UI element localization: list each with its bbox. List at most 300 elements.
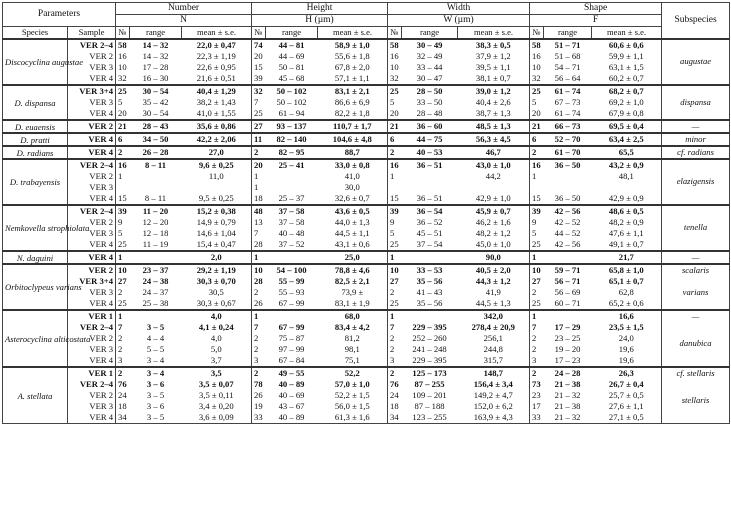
cell-n: 2 [118, 286, 123, 297]
cell-mean: 3,4 ± 0,20 [182, 401, 252, 412]
cell-mean: 27,0 [182, 146, 252, 159]
cell-range: 3 – 6 [146, 378, 165, 389]
cell-range: 56 – 64 [554, 72, 581, 83]
cell-n: 1 [532, 170, 537, 181]
shape-symbol: F [530, 15, 662, 27]
col-no-header: № [252, 27, 266, 40]
cell-mean: 19,6 [592, 344, 662, 355]
cell-range [544, 310, 592, 322]
cell-range: 61 – 74 [544, 85, 592, 97]
cell-n: 20 [118, 107, 127, 118]
cell-n: 6 [388, 133, 402, 146]
cell-n: 2 [532, 286, 537, 297]
cell-mean: 21,7 [592, 251, 662, 264]
cell-n: 2 [252, 146, 266, 159]
cell-mean: 163,9 ± 4,3 [458, 412, 530, 424]
cell-n: 48 [252, 205, 266, 217]
cell-range: 87 – 188 [414, 400, 445, 411]
cell-range: 8 – 11 [130, 159, 182, 171]
number-header: Number [116, 3, 252, 15]
cell-range: 17 – 28 [142, 61, 169, 72]
cell-range: 45 – 51 [416, 227, 443, 238]
cell-mean: 58,9 ± 1,0 [318, 39, 388, 51]
col-range-header: range [402, 27, 458, 40]
cell-mean: 45,0 ± 1,0 [458, 239, 530, 251]
cell-n: 18 [118, 400, 127, 411]
cell-range: 24 – 37 [142, 286, 169, 297]
cell-mean: 83,4 ± 4,2 [318, 322, 388, 333]
species-group [3, 367, 730, 424]
sample-name: VER 2 [68, 51, 116, 62]
cell-range: 24 – 38 [142, 275, 169, 286]
cell-n: 25 [116, 85, 130, 97]
cell-n: 2 [118, 332, 123, 343]
cell-mean: 39,5 ± 1,1 [458, 62, 530, 73]
cell-range: 40 – 89 [266, 412, 318, 424]
cell-mean: 61,3 ± 1,6 [318, 412, 388, 424]
shape-header: Shape [530, 3, 662, 15]
cell-mean: 156,4 ± 3,4 [458, 379, 530, 390]
cell-range: 229 – 395 [412, 354, 447, 365]
cell-mean: 315,7 [458, 355, 530, 367]
cell-range: 14 – 32 [142, 50, 169, 61]
subspecies-name: augustae [662, 39, 730, 85]
cell-mean: 3,5 ± 0,07 [182, 379, 252, 390]
cell-n: 1 [388, 310, 402, 322]
table-row [3, 390, 730, 401]
data-table-container [2, 2, 729, 528]
cell-mean: 55,6 ± 1,8 [318, 51, 388, 62]
cell-mean: 67,8 ± 2,0 [318, 62, 388, 73]
cell-range: 36 – 60 [402, 120, 458, 133]
sample-name: VER 3 [68, 228, 116, 239]
cell-mean [458, 182, 530, 193]
table-row [3, 298, 730, 310]
cell-n: 2 [390, 332, 395, 343]
cell-range: 60 – 71 [554, 297, 581, 308]
cell-mean: 152,0 ± 6,2 [458, 401, 530, 412]
cell-n: 21 [530, 120, 544, 133]
cell-range: 36 – 50 [544, 159, 592, 171]
cell-mean: 63,4 ± 2,5 [592, 133, 662, 146]
cell-n: 25 [388, 85, 402, 97]
cell-range: 11 – 20 [130, 205, 182, 217]
cell-mean: 3,5 [182, 367, 252, 379]
cell-n: 39 [530, 205, 544, 217]
sample-name: VER 2–4 [68, 205, 116, 217]
cell-n: 9 [390, 216, 395, 227]
cell-n: 1 [390, 170, 395, 181]
cell-range: 35 – 56 [416, 297, 443, 308]
cell-n: 3 [254, 354, 259, 365]
cell-range [544, 171, 592, 182]
cell-n: 16 [388, 159, 402, 171]
species-name: Discocyclina augustae [3, 39, 68, 85]
species-name: Nemkovella strophiolata [3, 205, 68, 251]
cell-range: 44 – 81 [266, 39, 318, 51]
cell-n: 2 [390, 286, 395, 297]
cell-range: 36 – 54 [402, 205, 458, 217]
col-mean-header: mean ± s.e. [182, 27, 252, 40]
cell-mean: 3,5 ± 0,11 [182, 390, 252, 401]
table-row [3, 51, 730, 62]
cell-range: 123 – 255 [402, 412, 458, 424]
table-row [3, 193, 730, 205]
subspecies-name: — [662, 310, 730, 322]
cell-range: 40 – 48 [278, 227, 305, 238]
cell-range [130, 251, 182, 264]
cell-n: 27 [532, 275, 541, 286]
cell-range: 3 – 4 [130, 367, 182, 379]
cell-mean: 2,0 [182, 251, 252, 264]
sample-name: VER 2–4 [68, 379, 116, 390]
cell-n: 15 [254, 61, 263, 72]
cell-range: 44 – 75 [402, 133, 458, 146]
cell-mean: 43,2 ± 0,9 [592, 159, 662, 171]
table-row [3, 182, 730, 193]
cell-range: 252 – 260 [412, 332, 447, 343]
cell-range: 28 – 48 [416, 107, 443, 118]
cell-n: 28 [254, 238, 263, 249]
cell-range [266, 310, 318, 322]
table-row [3, 412, 730, 424]
cell-range: 37 – 54 [416, 238, 443, 249]
cell-mean: 41,0 ± 1,55 [182, 108, 252, 120]
cell-n: 27 [118, 275, 127, 286]
cell-mean: 37,9 ± 1,2 [458, 51, 530, 62]
cell-mean: 48,2 ± 1,2 [458, 228, 530, 239]
cell-n [388, 182, 402, 193]
table-row [3, 62, 730, 73]
cell-range: 21 – 38 [554, 378, 581, 389]
cell-n: 10 [252, 264, 266, 276]
cell-mean: 83,1 ± 2,1 [318, 85, 388, 97]
cell-mean: 65,1 ± 0,7 [592, 276, 662, 287]
cell-range: 12 – 18 [142, 227, 169, 238]
cell-mean: 45,9 ± 0,7 [458, 205, 530, 217]
sample-name: VER 2 [68, 264, 116, 276]
cell-mean: 11,0 [182, 171, 252, 182]
cell-range: 19 – 20 [554, 343, 581, 354]
cell-n: 19 [254, 400, 263, 411]
cell-n: 25 [532, 238, 541, 249]
cell-n: 10 [388, 264, 402, 276]
cell-range: 41 – 43 [416, 286, 443, 297]
subspecies-name: tenella [662, 205, 730, 251]
cell-range: 25 – 41 [266, 159, 318, 171]
cell-mean: 30,3 ± 0,67 [182, 298, 252, 310]
col-range-header: range [544, 27, 592, 40]
cell-range: 59 – 71 [544, 264, 592, 276]
cell-mean: 43,6 ± 0,5 [318, 205, 388, 217]
cell-mean: 30,3 ± 0,70 [182, 276, 252, 287]
sample-name: VER 4 [68, 146, 116, 159]
cell-n: 7 [390, 321, 395, 332]
cell-n: 5 [390, 96, 395, 107]
cell-range: 33 – 53 [402, 264, 458, 276]
cell-range: 24 – 28 [544, 367, 592, 379]
cell-range [130, 310, 182, 322]
cell-n: 2 [388, 367, 402, 379]
cell-range [266, 171, 318, 182]
sample-name: VER 2–4 [68, 159, 116, 171]
cell-mean: 59,9 ± 1,1 [592, 51, 662, 62]
cell-n: 25 [530, 85, 544, 97]
cell-mean: 14,6 ± 1,04 [182, 228, 252, 239]
cell-n: 15 [118, 192, 127, 203]
cell-n: 32 [252, 85, 266, 97]
cell-n: 25 [118, 297, 127, 308]
cell-n: 2 [254, 332, 259, 343]
cell-range: 3 – 5 [130, 412, 182, 424]
species-name: D. euaensis [3, 120, 68, 133]
sample-name: VER 4 [68, 73, 116, 85]
species-group [3, 85, 730, 120]
table-row [3, 85, 730, 97]
width-header: Width [388, 3, 530, 15]
cell-mean: 43,1 ± 0,6 [318, 239, 388, 251]
cell-range: 42 – 56 [544, 205, 592, 217]
cell-range: 42 – 56 [554, 238, 581, 249]
table-row [3, 133, 730, 146]
cell-n: 18 [254, 192, 263, 203]
cell-n: 6 [116, 133, 130, 146]
cell-n: 1 [530, 251, 544, 264]
sample-name: VER 3 [68, 182, 116, 193]
species-group [3, 251, 730, 264]
species-group [3, 264, 730, 310]
cell-n: 17 [532, 400, 541, 411]
table-row [3, 401, 730, 412]
cell-mean: 3,6 ± 0,09 [182, 412, 252, 424]
cell-mean: 256,1 [458, 333, 530, 344]
cell-mean: 39,0 ± 1,2 [458, 85, 530, 97]
cell-range: 229 – 395 [412, 321, 447, 332]
cell-range: 66 – 73 [544, 120, 592, 133]
sample-name: VER 1 [68, 367, 116, 379]
cell-n: 3 [390, 354, 395, 365]
subspecies-name: scalaris [662, 264, 730, 276]
cell-range: 28 – 50 [402, 85, 458, 97]
sample-name: VER 4 [68, 355, 116, 367]
cell-range: 55 – 99 [278, 275, 305, 286]
parameters-header: Parameters [3, 3, 116, 27]
cell-n: 10 [532, 61, 541, 72]
cell-mean: 25,0 [318, 251, 388, 264]
sample-name: VER 4 [68, 251, 116, 264]
cell-n: 9 [532, 216, 537, 227]
cell-range: 40 – 89 [278, 378, 305, 389]
cell-n: 5 [532, 227, 537, 238]
cell-range: 28 – 43 [130, 120, 182, 133]
cell-mean: 19,6 [592, 355, 662, 367]
cell-mean: 90,0 [458, 251, 530, 264]
cell-n: 7 [254, 96, 259, 107]
species-name: Orbitoclypeus varians [3, 264, 68, 310]
cell-n: 33 [252, 412, 266, 424]
species-group [3, 39, 730, 85]
cell-range: 21 – 38 [554, 400, 581, 411]
cell-mean: 4,0 [182, 333, 252, 344]
sample-name: VER 3 [68, 97, 116, 108]
cell-range: 12 – 20 [142, 216, 169, 227]
cell-n: 10 [530, 264, 544, 276]
cell-mean: 24,0 [592, 333, 662, 344]
cell-mean: 69,2 ± 1,0 [592, 97, 662, 108]
cell-range: 30 – 49 [402, 39, 458, 51]
cell-n: 7 [254, 227, 259, 238]
cell-range: 8 – 11 [144, 192, 167, 203]
cell-mean: 26,7 ± 0,4 [592, 379, 662, 390]
cell-mean: 15,2 ± 0,38 [182, 205, 252, 217]
cell-n: 32 [532, 72, 541, 83]
sample-name: VER 2 [68, 333, 116, 344]
cell-range: 97 – 99 [278, 343, 305, 354]
cell-range: 42 – 52 [554, 216, 581, 227]
subspecies-header: Subspecies [662, 3, 730, 40]
cell-mean: 48,5 ± 1,3 [458, 120, 530, 133]
cell-n: 58 [388, 39, 402, 51]
cell-range: 17 – 23 [554, 354, 581, 365]
cell-n: 20 [532, 107, 541, 118]
cell-mean: 52,2 ± 1,5 [318, 390, 388, 401]
cell-mean: 88,7 [318, 146, 388, 159]
cell-mean: 38,2 ± 1,43 [182, 97, 252, 108]
cell-range: 51 – 68 [554, 50, 581, 61]
table-row [3, 39, 730, 51]
cell-range: 26 – 28 [130, 146, 182, 159]
table-row [3, 287, 730, 298]
sample-name: VER 3 [68, 287, 116, 298]
cell-range: 61 – 94 [278, 107, 305, 118]
cell-mean: 33,0 ± 0,8 [318, 159, 388, 171]
subspecies-name: cf. radians [662, 146, 730, 159]
cell-n: 27 [390, 275, 399, 286]
cell-n: 2 [388, 146, 402, 159]
cell-mean: 110,7 ± 1,7 [318, 120, 388, 133]
cell-mean: 32,6 ± 0,7 [318, 193, 388, 205]
cell-range [130, 171, 182, 182]
cell-n: 2 [252, 367, 266, 379]
cell-range: 36 – 50 [554, 192, 581, 203]
cell-mean: 25,7 ± 0,5 [592, 390, 662, 401]
cell-n: 21 [388, 120, 402, 133]
cell-n: 25 [390, 297, 399, 308]
cell-n: 10 [116, 264, 130, 276]
cell-n: 20 [254, 50, 263, 61]
cell-range: 50 – 102 [266, 85, 318, 97]
cell-n: 3 [118, 354, 123, 365]
cell-mean: 15,4 ± 0,47 [182, 239, 252, 251]
subspecies-name: stellaris [662, 379, 730, 424]
cell-range: 33 – 44 [416, 61, 443, 72]
cell-range [266, 182, 318, 193]
cell-mean: 40,5 ± 2,0 [458, 264, 530, 276]
cell-range: 3 – 4 [146, 354, 165, 365]
cell-mean: 82,5 ± 2,1 [318, 276, 388, 287]
cell-mean: 27,6 ± 1,1 [592, 401, 662, 412]
cell-n: 1 [530, 310, 544, 322]
cell-n: 1 [252, 251, 266, 264]
sample-name: VER 2 [68, 390, 116, 401]
cell-mean: 3,7 [182, 355, 252, 367]
cell-mean: 342,0 [458, 310, 530, 322]
cell-range: 33 – 50 [416, 96, 443, 107]
cell-range: 87 – 255 [414, 378, 445, 389]
cell-mean: 35,6 ± 0,86 [182, 120, 252, 133]
cell-mean: 56,3 ± 4,5 [458, 133, 530, 146]
cell-range: 25 – 37 [278, 192, 305, 203]
sample-name: VER 2–4 [68, 322, 116, 333]
cell-n: 7 [118, 321, 123, 332]
cell-range: 30 – 47 [416, 72, 443, 83]
cell-mean: 9,6 ± 0,25 [182, 159, 252, 171]
species-name: N. daguini [3, 251, 68, 264]
cell-n: 25 [390, 238, 399, 249]
cell-mean: 26,3 [592, 367, 662, 379]
cell-mean: 40,4 ± 2,6 [458, 97, 530, 108]
cell-mean: 63,1 ± 1,5 [592, 62, 662, 73]
cell-mean: 4,0 [182, 310, 252, 322]
cell-range: 44 – 69 [278, 50, 305, 61]
species-name: D. radians [3, 146, 68, 159]
cell-range [402, 182, 458, 193]
cell-mean: 44,3 ± 1,2 [458, 276, 530, 287]
cell-n: 1 [388, 251, 402, 264]
cell-range: 67 – 84 [278, 354, 305, 365]
cell-n: 74 [252, 39, 266, 51]
cell-n: 11 [252, 133, 266, 146]
cell-n: 25 [118, 238, 127, 249]
table-row [3, 205, 730, 217]
cell-n: 10 [118, 61, 127, 72]
cell-range: 56 – 69 [554, 286, 581, 297]
cell-range: 45 – 68 [278, 72, 305, 83]
cell-n: 76 [118, 378, 127, 389]
cell-range: 61 – 70 [544, 146, 592, 159]
cell-mean: 65,2 ± 0,6 [592, 298, 662, 310]
cell-n: 76 [390, 378, 399, 389]
cell-range: 14 – 32 [130, 39, 182, 51]
cell-mean: 5,0 [182, 344, 252, 355]
cell-n: 1 [116, 251, 130, 264]
cell-n: 7 [254, 321, 259, 332]
cell-range: 56 – 71 [554, 275, 581, 286]
cell-n: 34 [388, 412, 402, 424]
cell-n: 5 [118, 96, 123, 107]
cell-mean: 278,4 ± 20,9 [458, 322, 530, 333]
cell-mean: 60,6 ± 0,6 [592, 39, 662, 51]
cell-range: 55 – 93 [278, 286, 305, 297]
cell-n: 15 [390, 192, 399, 203]
cell-range [402, 251, 458, 264]
cell-n: 6 [530, 133, 544, 146]
cell-mean: 48,2 ± 0,9 [592, 217, 662, 228]
cell-mean: 86,6 ± 6,9 [318, 97, 388, 108]
sample-name: VER 4 [68, 193, 116, 205]
cell-range [544, 182, 592, 193]
cell-n: 21 [116, 120, 130, 133]
table-row [3, 108, 730, 120]
cell-mean: 42,9 ± 1,0 [458, 193, 530, 205]
cell-range: 49 – 55 [266, 367, 318, 379]
species-name: D. dispansa [3, 85, 68, 120]
cell-mean: 22,3 ± 1,19 [182, 51, 252, 62]
table-row [3, 333, 730, 344]
cell-range: 23 – 25 [554, 332, 581, 343]
cell-n: 27 [252, 120, 266, 133]
cell-range: 30 – 54 [142, 107, 169, 118]
